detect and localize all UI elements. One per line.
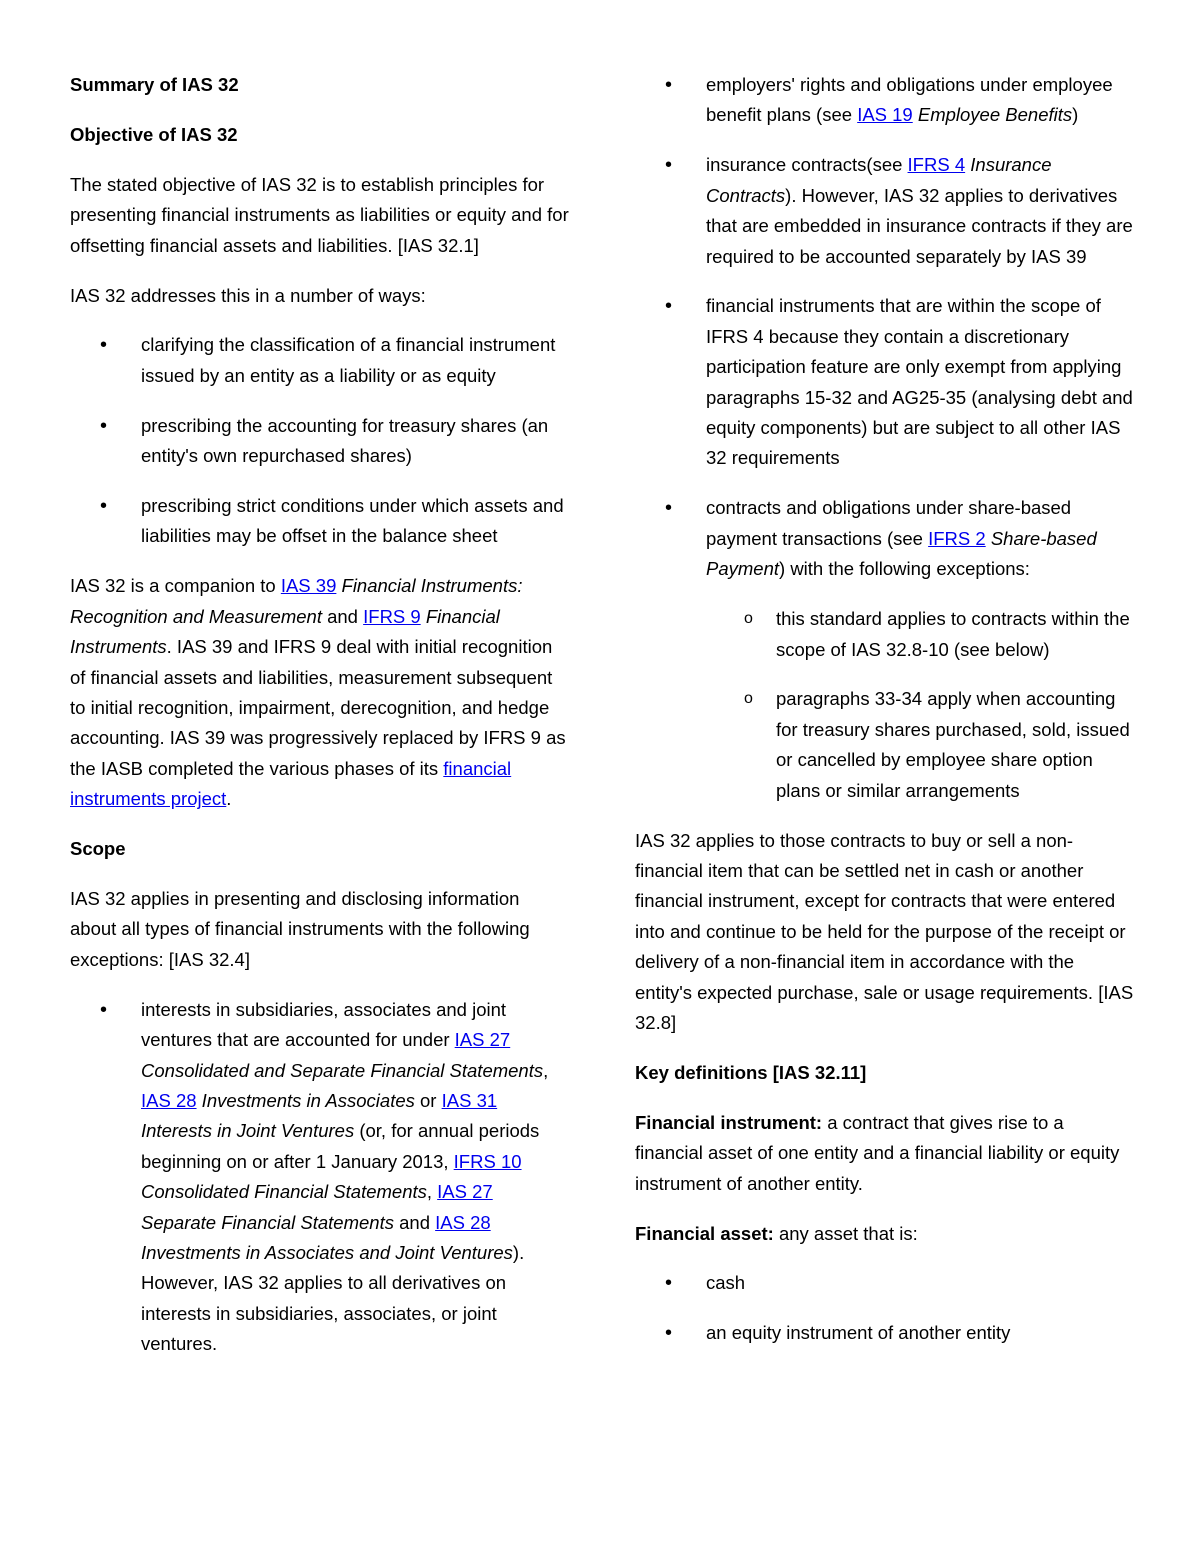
addresses-list bbox=[70, 330, 570, 551]
addresses-intro: IAS 32 addresses this in a number of ways: bbox=[70, 284, 426, 306]
ifrs2-link[interactable]: IFRS 2 bbox=[928, 527, 986, 549]
ias27-separate-link[interactable]: IAS 27 bbox=[437, 1181, 493, 1203]
left-column bbox=[70, 70, 570, 1379]
financial-asset-list bbox=[635, 1268, 1135, 1348]
sub-list-item: o this standard applies to contracts within the scope of IAS 32.8-10 (see below) bbox=[706, 604, 1135, 665]
sub-list-item: o paragraphs 33-34 apply when accounting for treasury shares purchased, sold, issued or cancelled by employee share option plans or similar arrangements bbox=[706, 684, 1135, 806]
ifrs9-link[interactable]: IFRS 9 bbox=[363, 605, 421, 627]
key-definitions-heading: Key definitions [IAS 32.11] bbox=[635, 1061, 867, 1083]
page-title: Summary of IAS 32 bbox=[70, 74, 239, 95]
list-item: • employers' rights and obligations under employee benefit plans (see IAS 19 Employee Benefits) bbox=[635, 70, 1135, 131]
list-item: • prescribing strict conditions under which assets and liabilities may be offset in the balance sheet bbox=[70, 491, 570, 552]
financial-instrument-definition: Financial instrument: a contract that gives rise to a financial asset of one entity and a financial liability or equity instrument of another entity. bbox=[635, 1111, 1120, 1194]
ias28-link[interactable]: IAS 28 bbox=[141, 1089, 197, 1111]
ias28-jv-link[interactable]: IAS 28 bbox=[435, 1211, 491, 1233]
financial-asset-definition: Financial asset: any asset that is: bbox=[635, 1222, 918, 1244]
list-item: • an equity instrument of another entity bbox=[635, 1318, 1135, 1348]
share-based-sub-list bbox=[706, 604, 1135, 806]
objective-heading: Objective of IAS 32 bbox=[70, 123, 238, 145]
ifrs10-link[interactable]: IFRS 10 bbox=[453, 1150, 522, 1172]
list-item: • financial instruments that are within the scope of IFRS 4 because they contain a discretionary participation feature are only exempt from applying paragraphs 15-32 and AG25-35 (analysing debt and equity components) but are subject to all other IAS 32 requirements bbox=[635, 291, 1135, 473]
scope-heading: Scope bbox=[70, 838, 126, 860]
scope-exceptions-list-continued bbox=[635, 70, 1135, 806]
ias19-link[interactable]: IAS 19 bbox=[857, 104, 913, 126]
financial-instruments-project-link[interactable]: financial instruments project bbox=[70, 757, 512, 810]
non-financial-paragraph: IAS 32 applies to those contracts to buy or sell a non-financial item that can be settled net in cash or another financial instrument, except for contracts that were entered into and continue to be held for the purpose of the receipt or delivery of a non-financial item in accordance with the entity's expected purchase, sale or usage requirements. [IAS 32.8] bbox=[635, 829, 1134, 1033]
ias27-link[interactable]: IAS 27 bbox=[454, 1029, 511, 1051]
ias39-link[interactable]: IAS 39 bbox=[280, 575, 337, 597]
scope-paragraph: IAS 32 applies in presenting and disclosing information about all types of financial instruments with the following exceptions: [IAS 32.4] bbox=[70, 888, 530, 970]
list-item: • insurance contracts(see IFRS 4 Insurance Contracts). However, IAS 32 applies to derivatives that are embedded in insurance contracts if they are required to be accounted separately by IAS 39 bbox=[635, 150, 1135, 272]
list-item: • contracts and obligations under share-based payment transactions (see IFRS 2 Share-based Payment) with the following exceptions: o this standard applies to contracts within the scope of IAS 32.8-10 (see below) o paragraphs 33-34 apply when accounting for treasury shares purchased, sold, issued or cancelled by employee share option plans or similar arrangements bbox=[635, 493, 1135, 806]
scope-exceptions-list bbox=[70, 995, 570, 1360]
list-item: • prescribing the accounting for treasury shares (an entity's own repurchased shares) bbox=[70, 411, 570, 472]
ifrs4-link[interactable]: IFRS 4 bbox=[907, 154, 966, 176]
ias31-link[interactable]: IAS 31 bbox=[441, 1089, 498, 1111]
right-column bbox=[635, 70, 1135, 1368]
list-item: • interests in subsidiaries, associates and joint ventures that are accounted for under IAS 27 Consolidated and Separate Financial Statements, IAS 28 Investments in Associates or IAS 31 Interests in Joint Ventures (or, for annual periods beginning on or after 1 January 2013, IFRS 10 Consolidated Financial Statements, IAS 27 Separate Financial Statements and IAS 28 Investments in Associates and Joint Ventures). However, IAS 32 applies to all derivatives on interests in subsidiaries, associates, or joint ventures. bbox=[70, 995, 570, 1360]
companion-paragraph: IAS 32 is a companion to IAS 39 Financial Instruments: Recognition and Measurement and IFRS 9 Financial Instruments. IAS 39 and IFRS 9 deal with initial recognition of financial assets and liabilities, measurement subsequent to initial recognition, impairment, derecognition, and hedge accounting. IAS 39 was progressively replaced by IFRS 9 as the IASB completed the various phases of its financial instruments project. bbox=[70, 575, 566, 810]
list-item: • clarifying the classification of a financial instrument issued by an entity as a liability or as equity bbox=[70, 330, 570, 391]
list-item: • cash bbox=[635, 1268, 1135, 1298]
objective-paragraph: The stated objective of IAS 32 is to establish principles for presenting financial instruments as liabilities or equity and for offsetting financial assets and liabilities. [IAS 32.1] bbox=[70, 173, 569, 256]
